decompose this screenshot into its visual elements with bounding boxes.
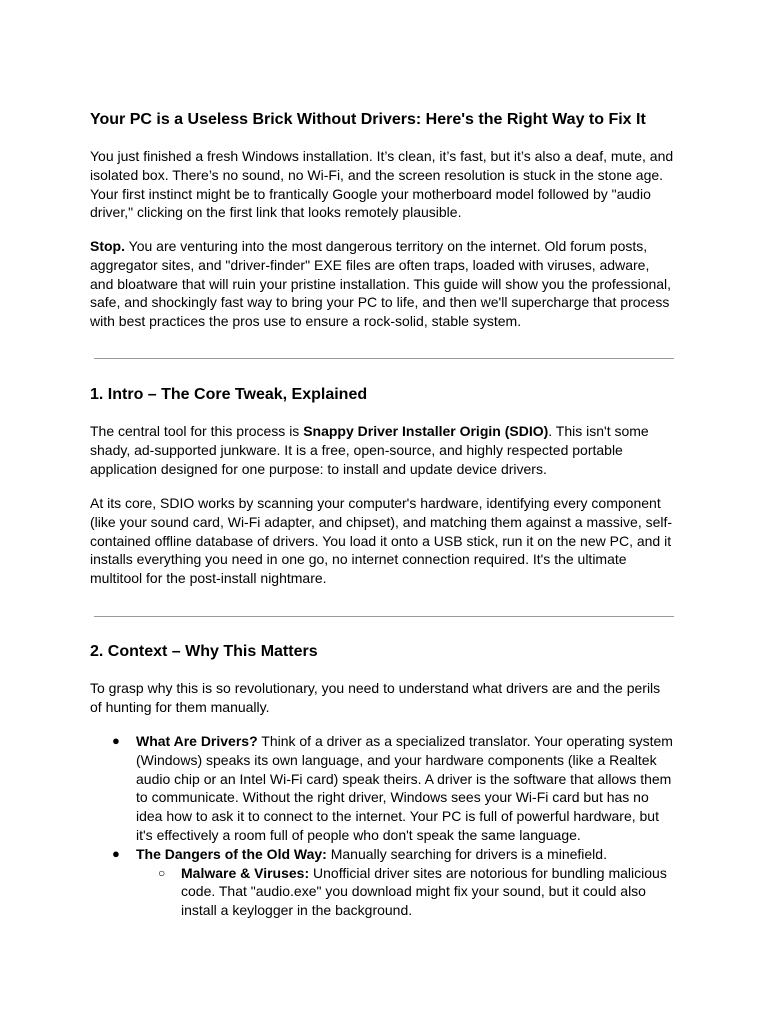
- bullet-text: Manually searching for drivers is a minefield.: [326, 845, 607, 862]
- bullet-text: Think of a driver as a specialized translator. Your operating system (Windows) speaks its own language, and your hardware components (like a Realtek audio chip or an Intel Wi-Fi card) speak theirs. A driver is the software that allows them to communicate. Without the right driver, Windows sees your Wi-Fi card but has no idea how to ask it to connect to the internet. Your PC is full of powerful hardware, but it's effectively a room full of people who don't speak the same language.: [136, 733, 673, 843]
- section-2-bullet-list: [90, 732, 674, 920]
- sdio-name-bold: Snappy Driver Installer Origin (SDIO): [303, 423, 549, 439]
- sub-bullet-list: [136, 864, 674, 920]
- stop-paragraph-text: You are venturing into the most dangerous territory on the internet. Old forum posts, aggregator sites, and "driver-finder" EXE files are often traps, loaded with viruses, adware, and bloatware that will ruin your pristine installation. This guide will show you the professional, safe, and shockingly fast way to bring your PC to life, and then we'll supercharge that process with best practices the pros use to ensure a rock-solid, stable system.: [90, 238, 672, 330]
- stop-paragraph: [90, 237, 674, 331]
- section-divider: [94, 616, 674, 617]
- section-1-paragraph-2: At its core, SDIO works by scanning your computer's hardware, identifying every component (like your sound card, Wi-Fi adapter, and chipset), and matching them against a massive, self-contained offline database of drivers. You load it onto a USB stick, run it on the new PC, and it installs everything you need in one go, no internet connection required. It's the ultimate multitool for the post-install nightmare.: [90, 495, 673, 587]
- bullet-bold-lead: The Dangers of the Old Way:: [136, 845, 327, 862]
- section-1-p1-after: . This isn't some shady, ad-supported junkware. It is a free, open-source, and highly respected portable application designed for one purpose: to install and update device drivers.: [90, 423, 649, 477]
- section-1-paragraph-1: [90, 422, 674, 478]
- document-title: Your PC is a Useless Brick Without Drivers: Here's the Right Way to Fix It: [90, 111, 646, 128]
- bullet-icon: ●: [112, 733, 120, 748]
- section-2-paragraph-1: To grasp why this is so revolutionary, you need to understand what drivers are and the perils of hunting for them manually.: [90, 680, 661, 715]
- intro-paragraph: You just finished a fresh Windows installation. It’s clean, it’s fast, but it’s also a deaf, mute, and isolated box. There’s no sound, no Wi-Fi, and the screen resolution is stuck in the stone age. Your first instinct might be to frantically Google your motherboard model followed by "audio driver," clicking on the first link that looks remotely plausible.: [90, 148, 674, 221]
- section-2-heading: 2. Context – Why This Matters: [90, 643, 318, 660]
- section-1-p1-before: The central tool for this process is: [90, 423, 304, 439]
- section-divider: [94, 358, 674, 359]
- list-item: [90, 845, 674, 920]
- hollow-bullet-icon: ○: [158, 865, 166, 880]
- list-item: [136, 864, 674, 920]
- stop-bold-lead: Stop.: [90, 238, 125, 254]
- bullet-bold-lead: What Are Drivers?: [136, 733, 258, 749]
- sub-bullet-bold-lead: Malware & Viruses:: [181, 864, 310, 881]
- bullet-icon: ●: [112, 845, 120, 861]
- sub-bullet-text: Unofficial driver sites are notorious for bundling malicious code. That "audio.exe" you download might fix your sound, but it could also install a keylogger in the background.: [181, 864, 667, 919]
- section-1-heading: 1. Intro – The Core Tweak, Explained: [90, 386, 368, 403]
- list-item: [90, 732, 674, 845]
